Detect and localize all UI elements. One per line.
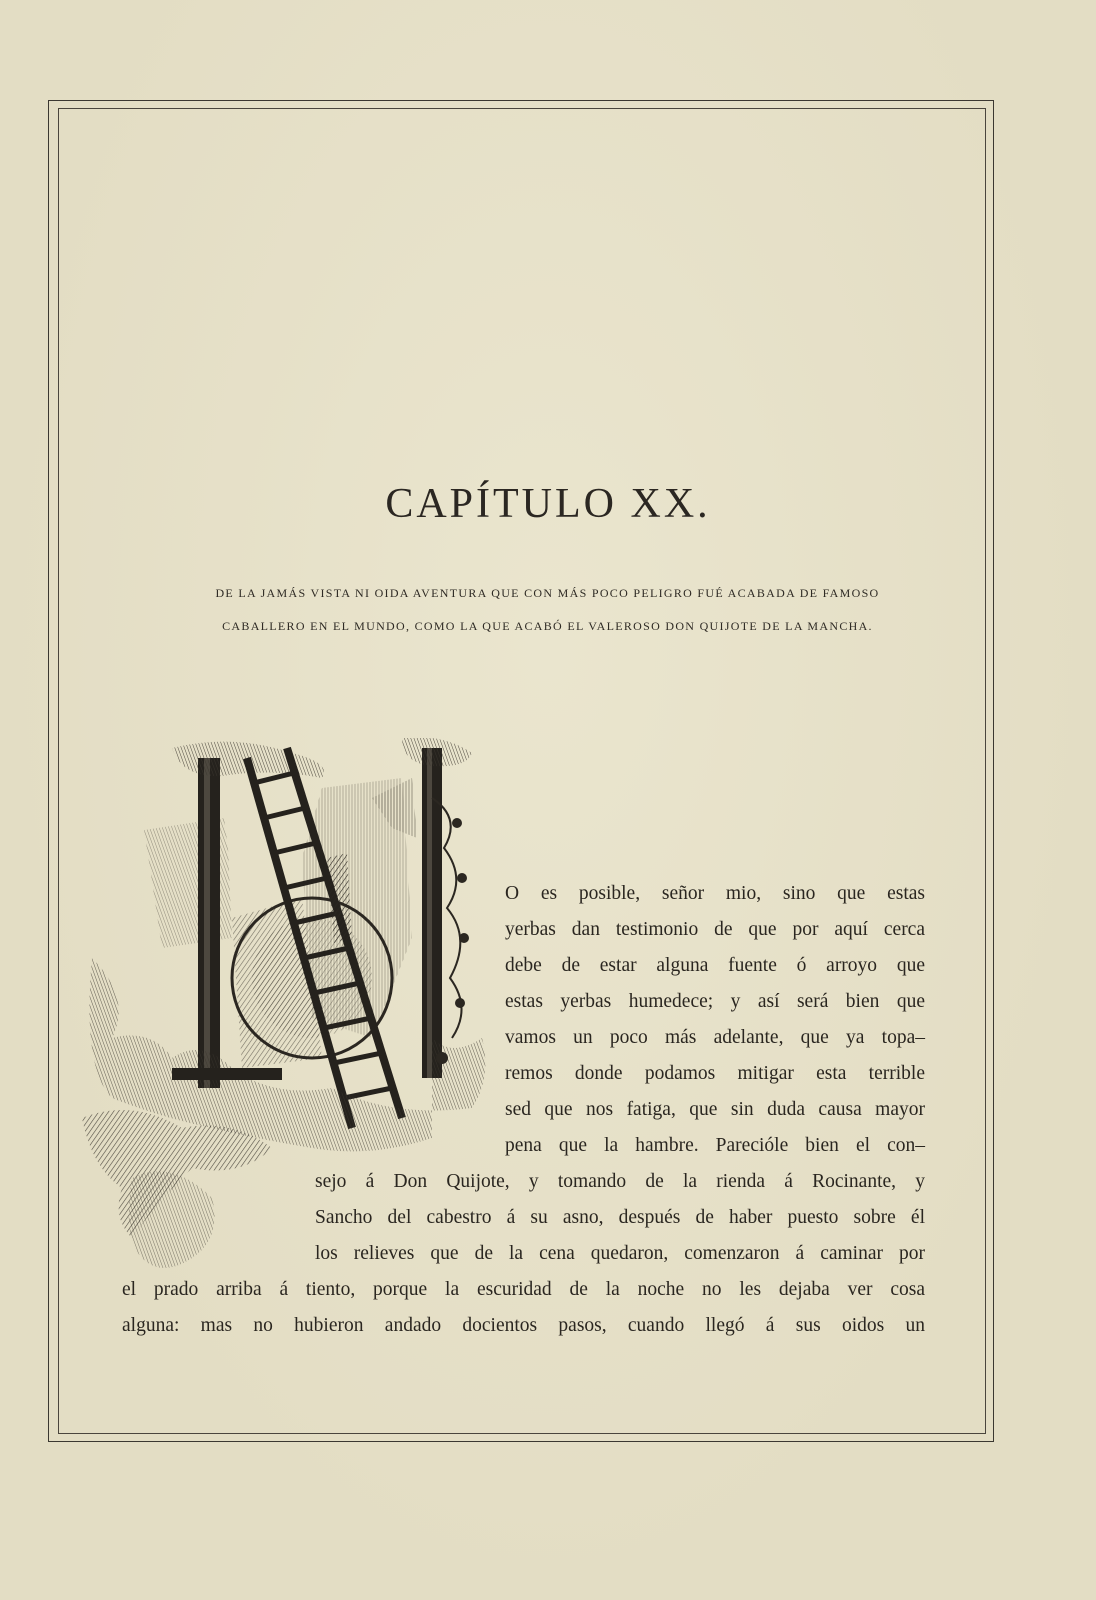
subtitle-line: CABALLERO EN EL MUNDO, COMO LA QUE ACABÓ EL VALEROSO DON QUIJOTE DE LA MANCHA. (222, 619, 873, 633)
subtitle-line: DE LA JAMÁS VISTA NI OIDA AVENTURA QUE CON MÁS POCO PELIGRO FUÉ ACABADA DE FAMOSO (215, 586, 880, 600)
body-line: remos donde podamos mitigar esta terrible (505, 1063, 925, 1084)
body-line: Sancho del cabestro á su asno, después de haber puesto sobre él (315, 1207, 925, 1228)
body-line: pena que la hambre. Parecióle bien el con– (505, 1135, 925, 1156)
chapter-subtitle (120, 577, 975, 643)
body-line: O es posible, señor mio, sino que estas (505, 883, 925, 904)
body-line: debe de estar alguna fuente ó arroyo que (505, 955, 925, 976)
engraved-initial-N-icon (72, 738, 512, 1288)
body-line: sed que nos fatiga, que sin duda causa mayor (505, 1099, 925, 1120)
chapter-title: CAPÍTULO XX. (385, 481, 711, 528)
body-line: el prado arriba á tiento, porque la escuridad de la noche no les dejaba ver cosa (122, 1279, 925, 1300)
body-line: vamos un poco más adelante, que ya topa– (505, 1027, 925, 1048)
body-line: alguna: mas no hubieron andado docientos pasos, cuando llegó á sus oidos un (122, 1315, 925, 1336)
body-line: yerbas dan testimonio de que por aquí cerca (505, 919, 925, 940)
body-line: estas yerbas humedece; y así será bien que (505, 991, 925, 1012)
body-line: sejo á Don Quijote, y tomando de la rienda á Rocinante, y (315, 1171, 925, 1192)
body-line: los relieves que de la cena quedaron, comenzaron á caminar por (315, 1243, 925, 1264)
